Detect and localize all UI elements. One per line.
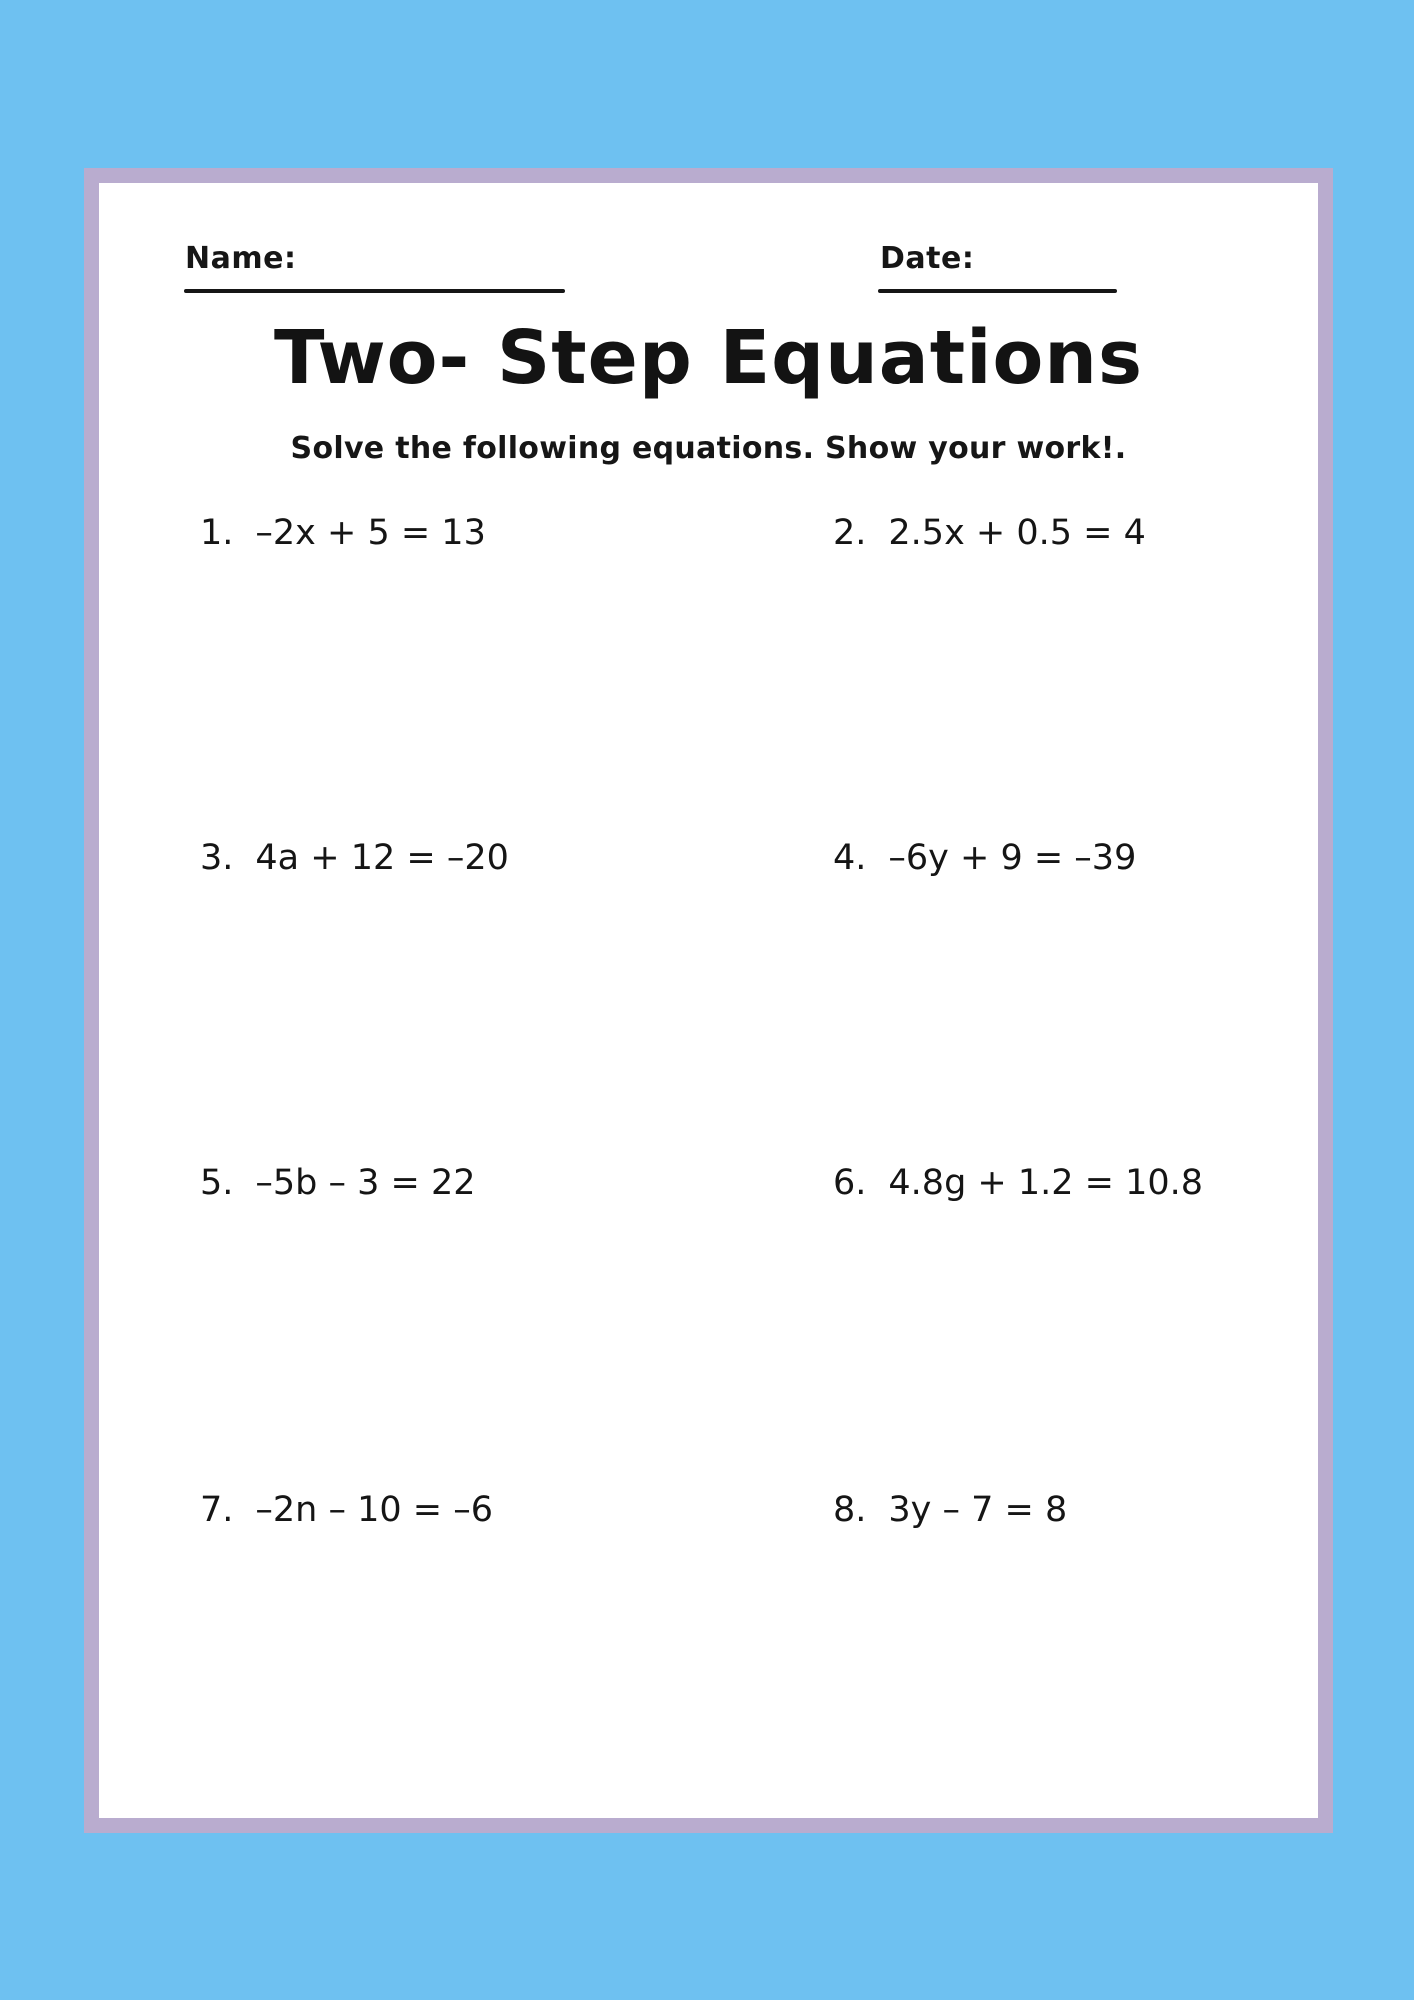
problem-item-5 bbox=[200, 1163, 476, 1203]
problem-item-6 bbox=[833, 1163, 1203, 1203]
problem-number: 8. bbox=[833, 1490, 867, 1530]
equation-text: –2n – 10 = –6 bbox=[255, 1490, 493, 1530]
worksheet-paper bbox=[99, 183, 1318, 1818]
problem-number: 7. bbox=[200, 1490, 234, 1530]
equation-text: –2x + 5 = 13 bbox=[255, 513, 486, 553]
problem-item-3 bbox=[200, 838, 509, 878]
problem-number: 2. bbox=[833, 513, 867, 553]
equation-text: –6y + 9 = –39 bbox=[888, 838, 1137, 878]
equation-text: 2.5x + 0.5 = 4 bbox=[888, 513, 1146, 553]
problem-number: 4. bbox=[833, 838, 867, 878]
equation-text: 4a + 12 = –20 bbox=[255, 838, 509, 878]
date-label: Date: bbox=[880, 241, 975, 276]
problem-item-1 bbox=[200, 513, 486, 553]
problem-number: 6. bbox=[833, 1163, 867, 1203]
worksheet-instructions: Solve the following equations. Show your work!. bbox=[290, 431, 1127, 466]
problem-number: 1. bbox=[200, 513, 234, 553]
equation-text: 4.8g + 1.2 = 10.8 bbox=[888, 1163, 1204, 1203]
equation-text: –5b – 3 = 22 bbox=[255, 1163, 476, 1203]
problem-item-2 bbox=[833, 513, 1146, 553]
problem-item-4 bbox=[833, 838, 1136, 878]
problem-item-8 bbox=[833, 1490, 1067, 1530]
name-label: Name: bbox=[185, 241, 297, 276]
problem-item-7 bbox=[200, 1490, 493, 1530]
problem-list bbox=[99, 183, 1318, 1818]
page-border-frame bbox=[84, 168, 1333, 1833]
problem-number: 5. bbox=[200, 1163, 234, 1203]
problem-number: 3. bbox=[200, 838, 234, 878]
worksheet-title: Two- Step Equations bbox=[273, 315, 1144, 401]
equation-text: 3y – 7 = 8 bbox=[888, 1490, 1068, 1530]
